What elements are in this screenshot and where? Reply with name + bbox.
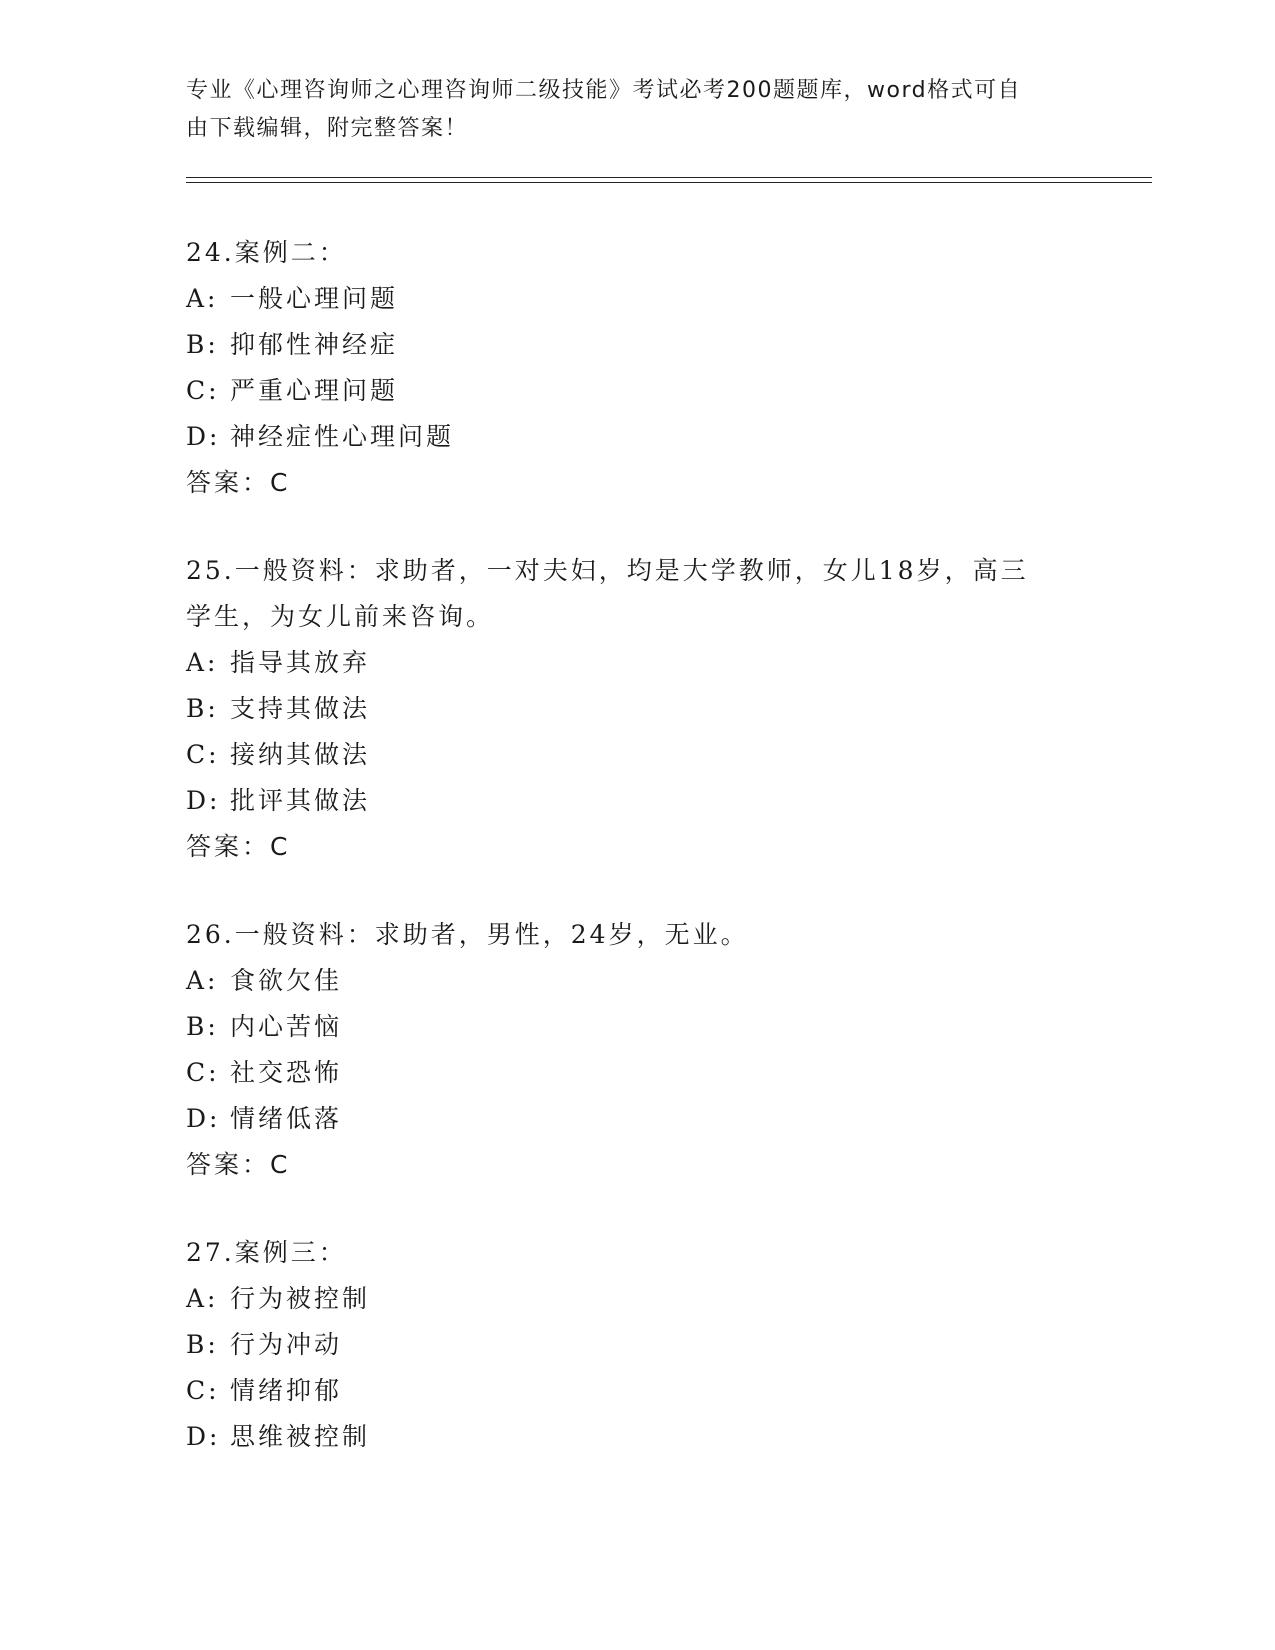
option-b [186,1322,1086,1368]
option-key: D: [186,422,221,451]
option-text: 行为被控制 [230,1284,371,1313]
option-text: 行为冲动 [230,1330,343,1359]
option-b [186,322,1086,368]
header-line-2: 由下载编辑，附完整答案！ [186,116,469,141]
option-key: A: [186,966,219,995]
option-c [186,1050,1086,1096]
option-a [186,958,1086,1004]
option-text: 批评其做法 [230,786,371,815]
option-key: B: [186,330,219,359]
option-b [186,1004,1086,1050]
header-divider-top [186,177,1152,178]
option-text: 内心苦恼 [230,1012,343,1041]
option-text: 指导其放弃 [230,648,371,677]
option-text: 思维被控制 [230,1422,371,1451]
option-key: D: [186,786,221,815]
answer-line: 答案：C [186,468,291,497]
option-text: 情绪低落 [230,1104,343,1133]
option-c [186,1368,1086,1414]
option-a [186,1276,1086,1322]
option-text: 社交恐怖 [230,1058,343,1087]
option-text: 神经症性心理问题 [230,422,455,451]
question-stem-continued: 学生，为女儿前来咨询。 [186,602,495,631]
option-text: 情绪抑郁 [230,1376,343,1405]
header-line-1: 专业《心理咨询师之心理咨询师二级技能》考试必考200题题库，word格式可自 [186,78,1022,103]
document-header [186,72,1066,148]
option-d [186,1096,1086,1142]
question-item [186,548,1086,870]
option-text: 严重心理问题 [230,376,399,405]
option-key: B: [186,1330,219,1359]
option-c [186,732,1086,778]
question-item [186,1230,1086,1460]
option-key: A: [186,1284,219,1313]
question-item [186,912,1086,1188]
option-key: C: [186,376,220,405]
option-key: B: [186,1012,219,1041]
option-key: D: [186,1422,221,1451]
option-d [186,1414,1086,1460]
option-b [186,686,1086,732]
question-item [186,230,1086,506]
option-text: 支持其做法 [230,694,371,723]
option-key: B: [186,694,219,723]
answer-line: 答案：C [186,832,291,861]
option-d [186,778,1086,824]
option-a [186,276,1086,322]
option-text: 一般心理问题 [230,284,399,313]
option-text: 食欲欠佳 [230,966,343,995]
question-stem: 26.一般资料：求助者，男性，24岁，无业。 [186,920,749,949]
question-stem: 24.案例二： [186,238,347,267]
question-list [186,230,1086,1502]
option-text: 接纳其做法 [230,740,371,769]
question-stem: 27.案例三： [186,1238,347,1267]
option-c [186,368,1086,414]
option-key: C: [186,740,220,769]
option-key: C: [186,1376,220,1405]
option-a [186,640,1086,686]
option-text: 抑郁性神经症 [230,330,399,359]
option-d [186,414,1086,460]
header-divider-bottom [186,182,1152,183]
option-key: D: [186,1104,221,1133]
option-key: A: [186,284,219,313]
option-key: A: [186,648,219,677]
question-stem: 25.一般资料：求助者，一对夫妇，均是大学教师，女儿18岁，高三 [186,556,1029,585]
answer-line: 答案：C [186,1150,291,1179]
option-key: C: [186,1058,220,1087]
